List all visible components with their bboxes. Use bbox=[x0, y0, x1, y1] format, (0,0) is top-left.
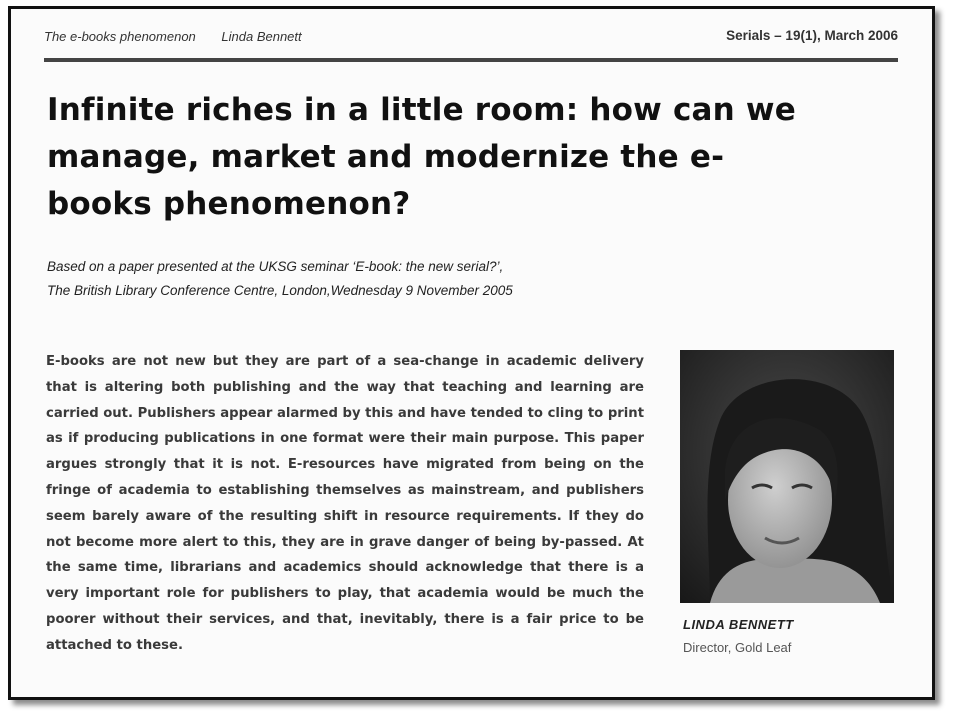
subtitle-line-2: The British Library Conference Centre, London,Wednesday 9 November 2005 bbox=[47, 283, 513, 298]
article-subtitle bbox=[47, 255, 667, 303]
running-author: Linda Bennett bbox=[221, 29, 302, 44]
running-head-left bbox=[44, 29, 324, 44]
running-head bbox=[44, 25, 898, 47]
article-title: Infinite riches in a little room: how can we manage, market and modernize the e-books phenomenon? bbox=[47, 92, 797, 222]
header-rule bbox=[44, 58, 898, 62]
author-name: LINDA BENNETT bbox=[683, 617, 794, 632]
article-abstract: E-books are not new but they are part of a sea-change in academic delivery that is altering both publishing and the way that teaching and learning are carried out. Publishers appear alarmed by this and have tended to cling to print as if producing publications in one format were their main purpose. This paper argues strongly that it is not. E-resources have migrated from being on the fringe of academia to establishing themselves as mainstream, and publishers seem barely aware of the resulting shift in resource requirements. If they do not become more alert to this, they are in grave danger of being by-passed. At the same time, librarians and academics should acknowledge that there is a very important role for publishers to play, that academia would be much the poorer without their services, and that, inevitably, there is a fair price to be attached to these. bbox=[46, 354, 644, 653]
journal-info: Serials – 19(1), March 2006 bbox=[726, 28, 898, 43]
subtitle-line-1: Based on a paper presented at the UKSG seminar ‘E-book: the new serial?’, bbox=[47, 259, 504, 274]
author-role: Director, Gold Leaf bbox=[683, 640, 792, 655]
running-title: The e-books phenomenon bbox=[44, 29, 196, 44]
author-photo bbox=[680, 350, 894, 603]
page-frame bbox=[8, 6, 935, 700]
